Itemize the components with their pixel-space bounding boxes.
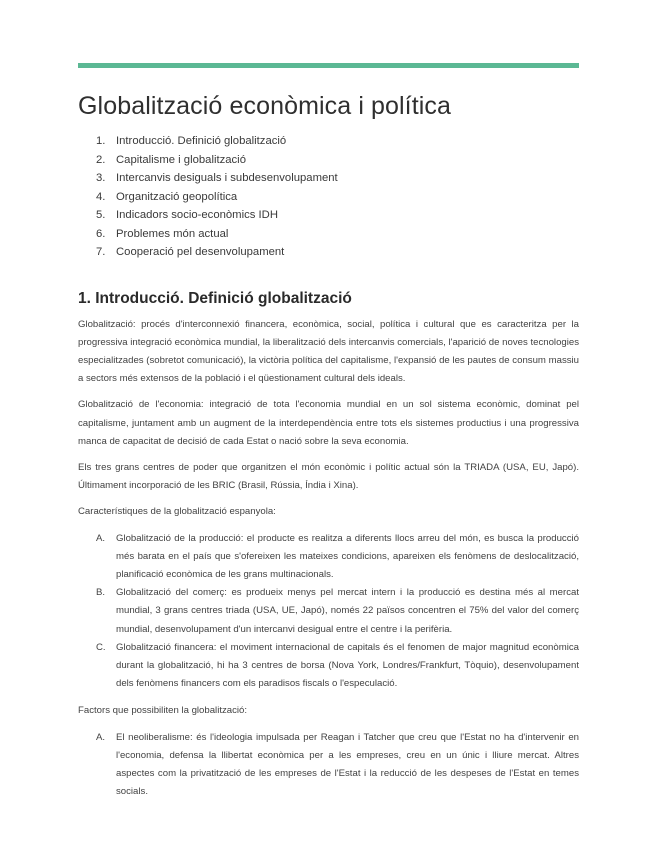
- list-marker: A.: [96, 532, 106, 544]
- toc-label: Capitalisme i globalització: [116, 153, 246, 166]
- list-marker: C.: [96, 641, 106, 653]
- toc-number: 2.: [96, 153, 106, 166]
- toc-label: Intercanvis desiguals i subdesenvolupament: [116, 172, 338, 184]
- characteristics-list: [78, 530, 579, 694]
- toc-label: Indicadors socio-econòmics IDH: [116, 209, 278, 221]
- toc-number: 1.: [96, 135, 106, 147]
- paragraph-power-centres: Els tres grans centres de poder que organitzen el món econòmic i polític actual són la TRIADA (USA, EU, Japó). Últimament incorporació de les BRIC (Brasil, Rússia, Índia i Xina).: [78, 461, 579, 492]
- toc-label: Cooperació pel desenvolupament: [116, 246, 285, 258]
- header-accent-rule: [78, 63, 579, 68]
- document-title: Globalització econòmica i política: [78, 92, 452, 120]
- table-of-contents: [78, 132, 579, 262]
- document-page: [78, 86, 579, 810]
- list-item: [78, 530, 579, 585]
- toc-item: [78, 132, 579, 151]
- toc-label: Introducció. Definició globalització: [116, 135, 287, 147]
- list-item: [78, 639, 579, 694]
- list-item: [78, 584, 579, 639]
- toc-label: Problemes món actual: [116, 227, 229, 240]
- list-marker: B.: [96, 587, 106, 599]
- paragraph-characteristics-intro: Característiques de la globalització espanyola:: [78, 506, 276, 518]
- toc-item: [78, 243, 579, 262]
- paragraph-factors-intro: Factors que possibiliten la globalització:: [78, 705, 248, 717]
- list-text: Globalització de la producció: el producte es realitza a diferents llocs arreu del món, es busca la producció més barata en el país que s'ofereixen les mateixes condicions, apareixen els fenòmens de deslocalització, planificació econòmica de les grans multinacionals.: [116, 532, 579, 580]
- toc-number: 4.: [96, 190, 106, 203]
- list-item: [78, 729, 579, 802]
- toc-item: [78, 225, 579, 244]
- list-text: Globalització financera: el moviment internacional de capitals és el fenomen de major magnitud econòmica durant la globalització, hi ha 3 centres de borsa (Nova York, Londres/Frankfurt, Tòquio), desenvolupament dels fenòmens financers com els paradisos fiscals o l'especulació.: [116, 641, 579, 690]
- section-heading: 1. Introducció. Definició globalització: [78, 289, 352, 307]
- list-text: Globalització del comerç: es produeix menys pel mercat intern i la producció es destina més al mercat mundial, 3 grans centres triada (USA, UE, Japó), només 22 països concentren el 75% del valor del comerç mundial, desenvolupament d'un intercanvi desigual entre el centre i la perifèria.: [116, 587, 579, 635]
- toc-number: 6.: [96, 227, 106, 240]
- toc-number: 7.: [96, 246, 106, 258]
- paragraph-definition: Globalització: procés d'interconnexió financera, econòmica, social, política i cultural que es caracteritza per la progressiva integració econòmica mundial, la liberalització dels intercanvis comercials, l'aparició de noves tecnologies especialitzades (sobretot comunicació), la victòria política del capitalisme, l'expansió de les pautes de consum massiu a sectors més extensos de la població i el qüestionament cultural dels ideals.: [78, 318, 579, 385]
- toc-item: [78, 151, 579, 170]
- paragraph-economy: Globalització de l'economia: integració de tota l'economia mundial en un sol sistema econòmic, dominat pel capitalisme, juntament amb un augment de la interdependència entre tots els sistemes productius i una progressiva manca de capacitat de decisió de cada Estat o nació sobre la seva economia.: [78, 399, 579, 447]
- toc-label: Organització geopolítica: [116, 190, 238, 203]
- toc-item: [78, 188, 579, 207]
- factors-list: [78, 729, 579, 802]
- toc-number: 3.: [96, 172, 106, 184]
- list-marker: A.: [96, 731, 106, 743]
- toc-item: [78, 169, 579, 188]
- list-text: El neoliberalisme: és l'ideologia impulsada per Reagan i Tatcher que creu que l'Estat no ha d'intervenir en l'economia, defensa la llibertat econòmica per a les empreses, creu en un únic i lliure mercat. Altres aspectes com la privatització de les empreses de l'Estat i la reducció de les despeses de l'Estat en temes socials.: [116, 731, 579, 798]
- toc-number: 5.: [96, 209, 106, 221]
- toc-item: [78, 206, 579, 225]
